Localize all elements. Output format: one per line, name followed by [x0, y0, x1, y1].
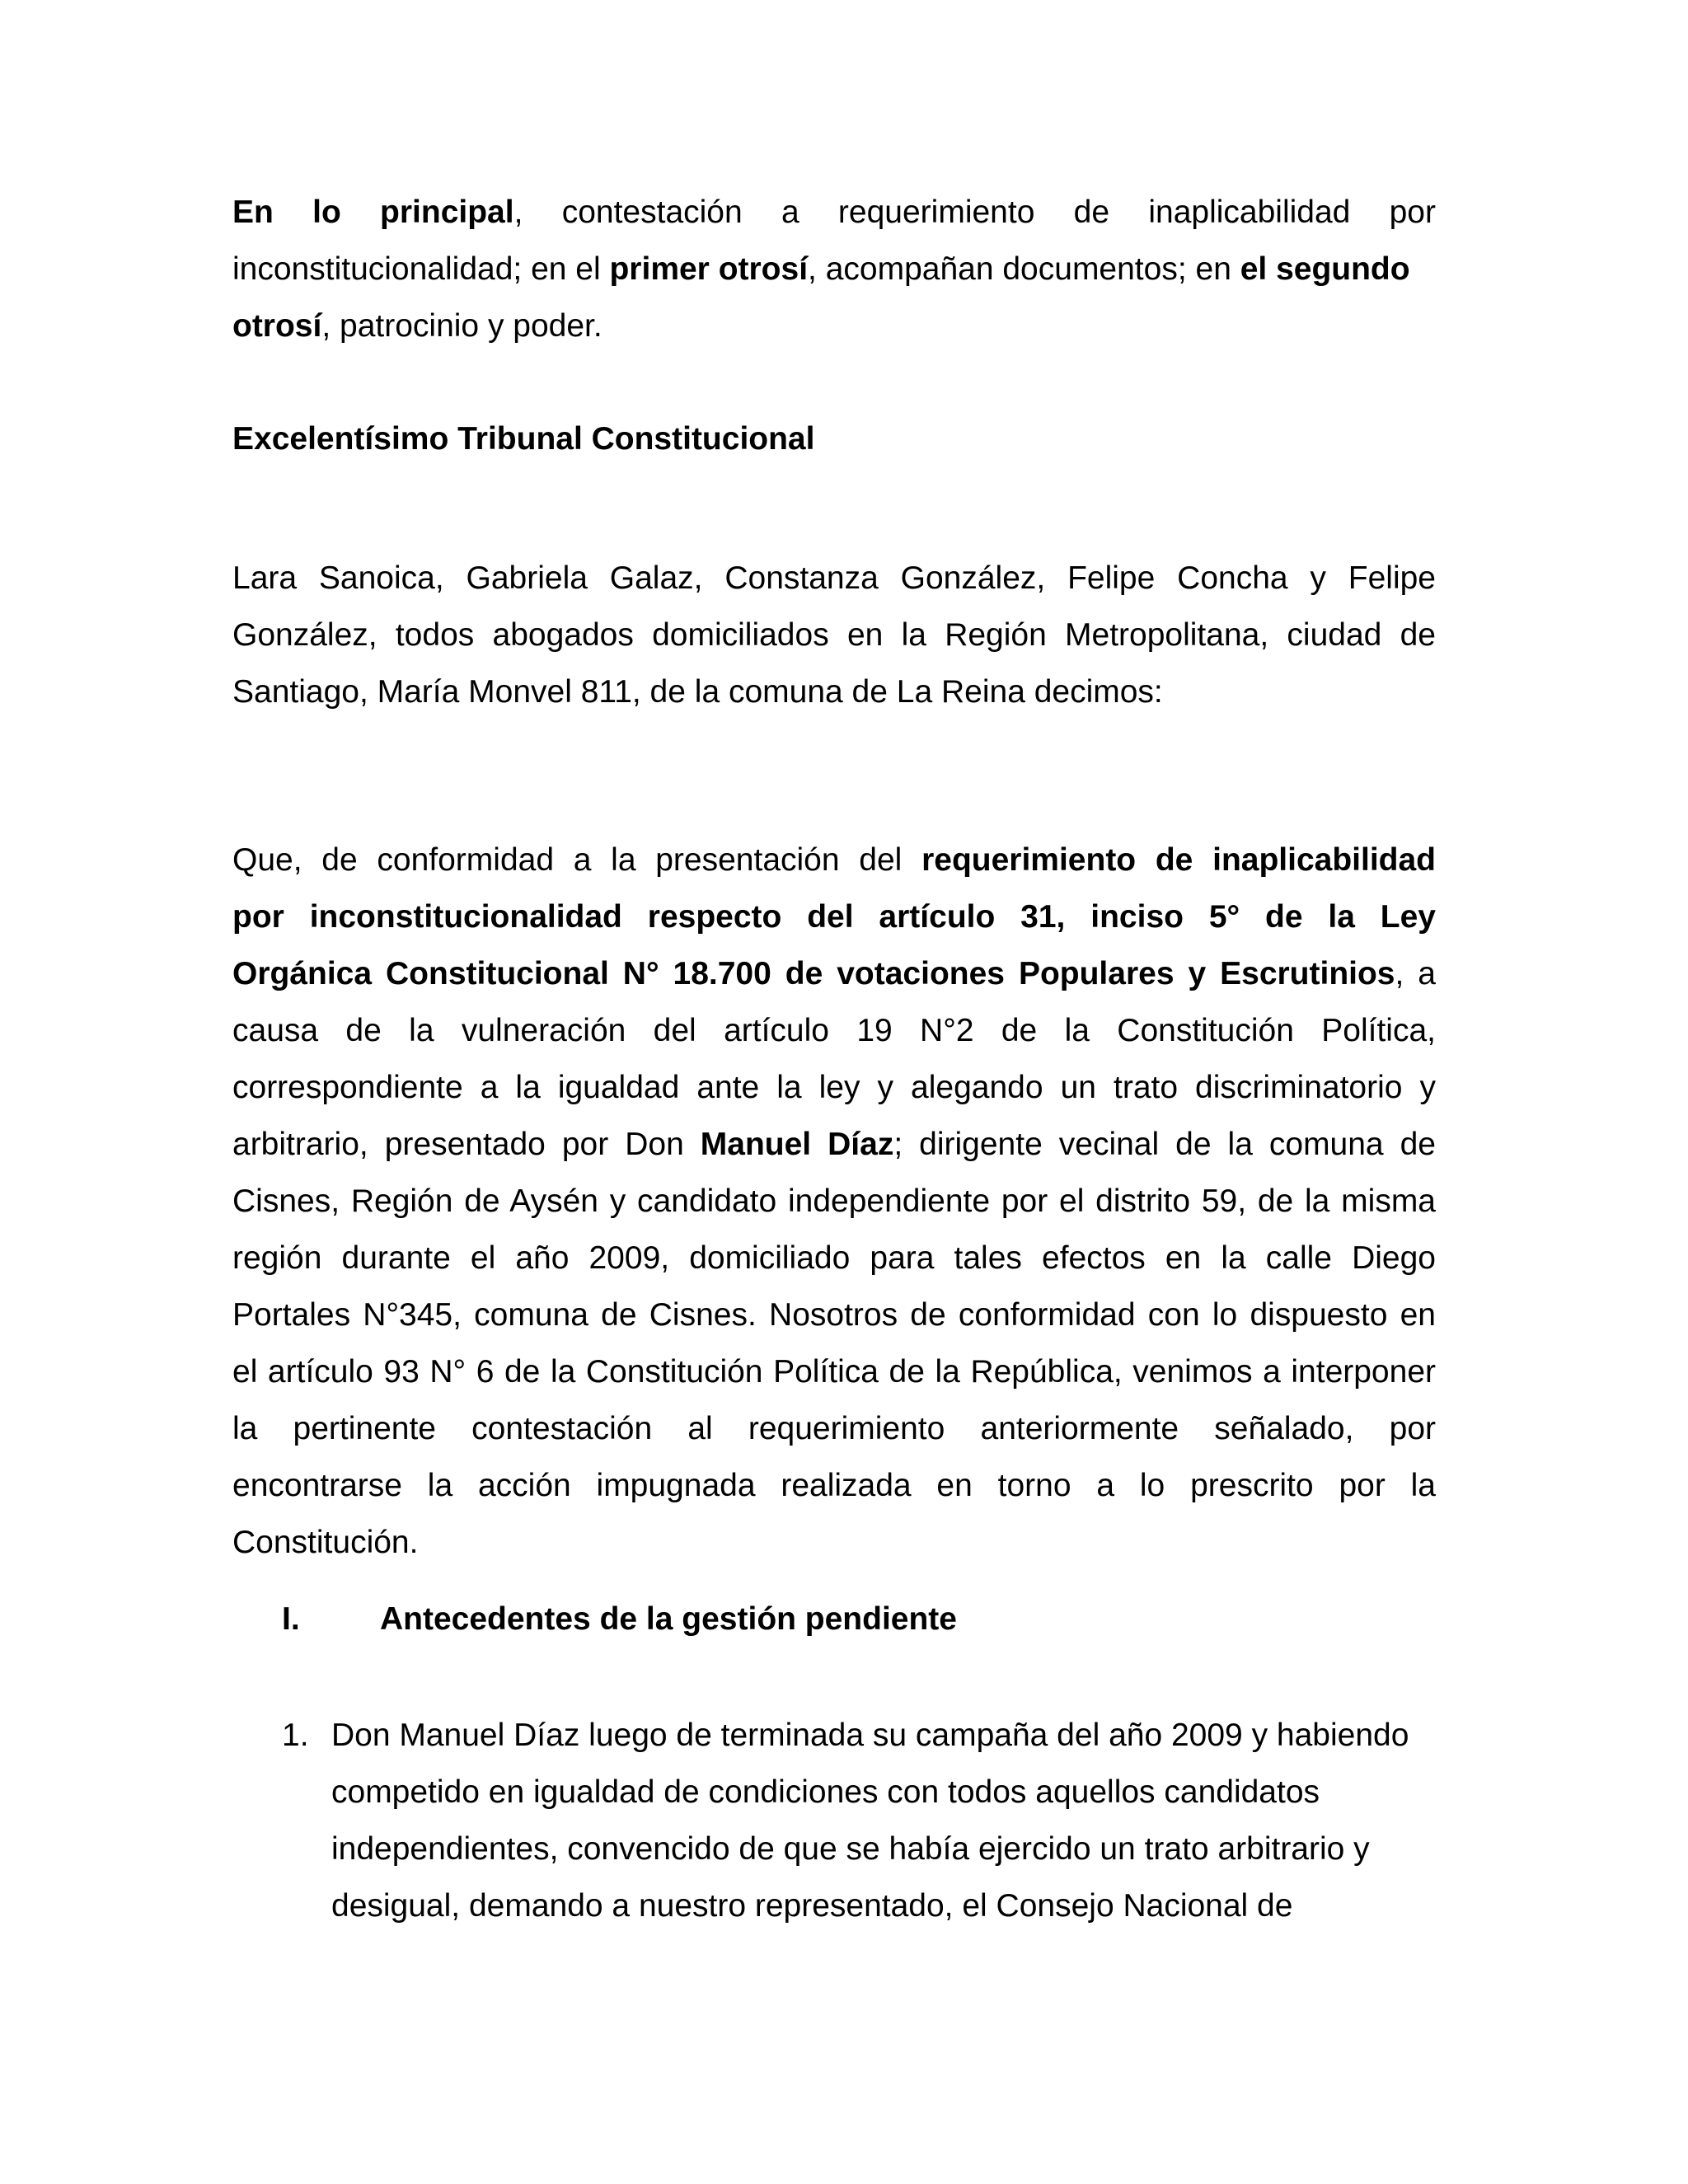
header-en-lo-principal: En lo principal: [232, 194, 514, 230]
header-line-2: inconstitucionalidad; en el primer otrosí, acompañan documentos; en el segundo: [232, 251, 1410, 287]
body-line-8: región durante el año 2009, domiciliado para tales efectos en la calle Diego: [232, 1240, 1436, 1276]
body-line-3: Orgánica Constitucional N° 18.700 de votaciones Populares y Escrutinios, a: [232, 956, 1436, 991]
body-line-10: el artículo 93 N° 6 de la Constitución Política de la República, venimos a interponer: [232, 1354, 1436, 1390]
body-line-9: Portales N°345, comuna de Cisnes. Nosotros de conformidad con lo dispuesto en: [232, 1297, 1436, 1333]
list-line-4: desigual, demando a nuestro representado, el Consejo Nacional de: [331, 1888, 1293, 1924]
list-line-1: Don Manuel Díaz luego de terminada su campaña del año 2009 y habiendo: [331, 1718, 1409, 1753]
intro-line-1: Lara Sanoica, Gabriela Galaz, Constanza González, Felipe Concha y Felipe: [232, 560, 1436, 596]
intro-line-3: Santiago, María Monvel 811, de la comuna de La Reina decimos:: [232, 674, 1163, 710]
body-line-13: Constitución.: [232, 1525, 419, 1560]
body-line-6: arbitrario, presentado por Don Manuel Díaz; dirigente vecinal de la comuna de: [232, 1127, 1437, 1162]
body-line-1: Que, de conformidad a la presentación del requerimiento de inaplicabilidad: [232, 842, 1436, 878]
header-paragraph: [232, 184, 1436, 354]
list-item-number: 1.: [282, 1718, 309, 1753]
list-line-3: independientes, convencido de que se había ejercido un trato arbitrario y: [331, 1831, 1370, 1867]
list-line-2: competido en igualdad de condiciones con todos aquellos candidatos: [331, 1774, 1320, 1810]
body-paragraph: [232, 832, 1436, 1571]
header-primer-otrosi: primer otrosí: [609, 251, 809, 287]
body-line-5: correspondiente a la igualdad ante la ley y alegando un trato discriminatorio y: [232, 1070, 1436, 1105]
intro-paragraph: [232, 550, 1436, 720]
addressee: [232, 410, 1436, 467]
body-line-2: por inconstitucionalidad respecto del artículo 31, inciso 5° de la Ley: [232, 899, 1436, 935]
body-line-12: encontrarse la acción impugnada realizada en torno a lo prescrito por la: [232, 1468, 1436, 1503]
header-segundo-otrosi: el segundo: [1240, 251, 1410, 287]
body-manuel-diaz: Manuel Díaz: [700, 1127, 894, 1162]
section-title: Antecedentes de la gestión pendiente: [380, 1601, 957, 1637]
body-line-7: Cisnes, Región de Aysén y candidato independiente por el distrito 59, de la misma: [232, 1183, 1436, 1219]
body-line-11: la pertinente contestación al requerimiento anteriormente señalado, por: [232, 1411, 1436, 1446]
intro-line-2: González, todos abogados domiciliados en la Región Metropolitana, ciudad de: [232, 617, 1436, 653]
addressee-text: Excelentísimo Tribunal Constitucional: [232, 421, 815, 457]
header-line-3: otrosí, patrocinio y poder.: [232, 308, 603, 344]
list-item-body: [331, 1707, 1452, 1934]
section-numeral: I.: [282, 1601, 300, 1637]
header-line-1: En lo principal, contestación a requerimiento de inaplicabilidad por: [232, 194, 1436, 230]
body-line-4: causa de la vulneración del artículo 19 N°2 de la Constitución Política,: [232, 1013, 1436, 1048]
